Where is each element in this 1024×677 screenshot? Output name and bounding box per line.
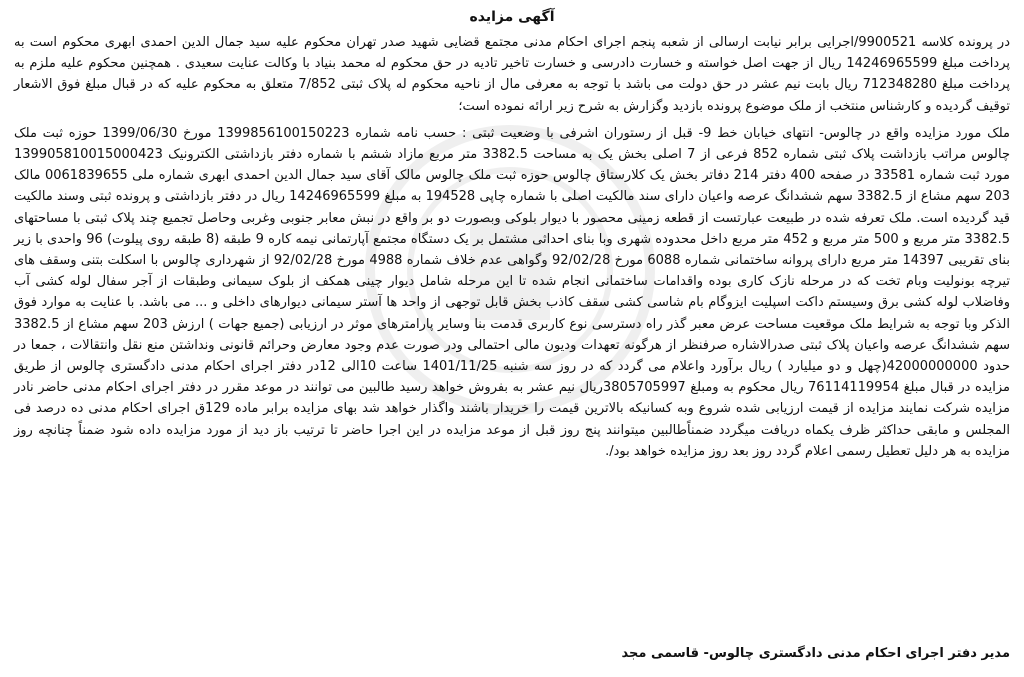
auction-notice <box>14 6 1010 672</box>
signature-line: مدیر دفتر اجرای احکام مدنی دادگستری چالوس- قاسمی مجد <box>621 646 1010 661</box>
property-description-paragraph: ملک مورد مزایده واقع در چالوس- انتهای خیابان خط 9- قبل از رستوران اشرفی با وضعیت ثبتی : حسب نامه شماره 1399856100150223 مورخ 1399/06/30 حوزه ثبت ملک چالوس مراتب بازداشت پلاک ثبتی شماره 852 فرعی از 7 اصلی بخش یک به مساحت 3382.5 متر مربع مازاد ششم با شماره دفتر بازداشتی الکترونیک 139905810015000423 مورد ثبت شماره 33581 در صفحه 400 دفتر 214 دفاتر بخش یک کلارستاق چالوس حوزه ثبت ملک چالوس مالک آقای سید جمال الدین احمدی ابهری شماره ملی 0061839655 مالک 203 سهم مشاع از 3382.5 سهم ششدانگ عرصه واعیان دارای سند مالکیت اصلی با شماره چاپی 194528 به مبلغ 14246965599 ریال در دفتر بازداشتی و پرونده ثبتی وسند مالکیت قید گردیده است. ملک تعرفه شده در طبیعت عبارتست از قطعه زمینی محصور با دیوار بلوکی وبصورت دو بر واقع در نبش معابر جنوبی وغربی وحاصل تجمیع چند پلاک ثبتی با مساحتهای 3382.5 متر مربع و 500 متر مربع و 452 متر مربع داخل محدوده شهری وبا بنای احداثی مشتمل بر یک دستگاه مجتمع آپارتمانی نیمه کاره 9 طبقه (8 طبقه روی پیلوت) 96 واحدی با زیر بنای تقریبی 14397 متر مربع دارای پروانه ساختمانی شماره 6088 مورخ 92/02/28 وگواهی عدم خلاف شماره 4988 مورخ 92/02/28 از شهرداری چالوس با اسکلت بتنی وسقف های تیرچه بونولیت وبام تخت که در مرحله نازک کاری بوده واقدامات ساختمانی انجام شده تا این مرحله شامل دیوار چینی همکف از بلوک سیمانی وطبقات از آجر سفال لوله کشی آب وفاضلاب لوله کشی برق وسیستم داکت اسپلیت ایزوگام بام شاسی کشی سقف کاذب بخش قابل توجهی از واحد ها آستر سیمانی دیوارهای داخلی و ... می باشد. با عنایت به موارد فوق الذکر وبا توجه به شرایط ملک موقعیت مساحت عرض معبر گذر راه دسترسی نوع کاربری قدمت بنا وسایر پارامترهای موثر در ارزیابی (جمیع جهات ) ارزش 203 سهم مشاع از 3382.5 سهم ششدانگ عرصه واعیان پلاک ثبتی صدرالاشاره صرفنظر از هرگونه تعهدات ودیون مالی احتمالی ودر صورت عدم وجود معارض وحرائم قانونی ونداشتن منع نقل وانتقالات ، جمعا در حدود 42000000000(چهل و دو میلیارد ) ریال برآورد واعلام می گردد که در روز سه شنبه 1401/11/25 ساعت 10الی 12در دفتر اجرای احکام مدنی دادگستری چالوس از طریق مزایده در قبال مبلغ 76114119954 ریال محکوم به ومبلغ 3805705997ریال نیم عشر به بفروش خواهد رسید طالبین می توانند در موعد مقرر در دفتر اجرای احکام مدنی حاضر نادر مزایده شرکت نمایند مزایده از قیمت ارزیابی شده شروع وبه کسانیکه بالاترین قیمت را خریدار باشند واگذار خواهد شد بهای مزایده برابر ماده 129ق اجرای احکام مدنی ده درصد فی المجلس و مابقی حداکثر ظرف یکماه دریافت میگردد ضمناًطالبین میتوانند پنج روز قبل از موعد مزایده در این اجرا حاضر تا ترتیب باز دید از مورد مزایده داده شود ضمناً چنانچه روز مزایده به هر دلیل تعطیل رسمی اعلام گردد روز بعد روز مزایده خواهد بود/. <box>14 125 1011 459</box>
case-paragraph: در پرونده کلاسه 9900521/اجرایی برابر نیابت ارسالی از شعبه پنجم اجرای احکام مدنی مجتمع قضایی شهید صدر تهران محکوم علیه سید جمال الدین احمدی ابهری محکوم است به پرداخت مبلغ 14246965599 ریال از جهت اصل خواسته و خسارت دادرسی و خسارت تاخیر تادیه در حق محکوم له محمد بنیاد با وکالت عنایت سعیدی . همچنین محکوم علیه ملزم به پرداخت مبلغ 712348280 ریال بابت نیم عشر در حق دولت می باشد با توجه به معرفی مال از ناحیه محکوم له پلاک ثبتی 7/852 متعلق به محکوم علیه که در قبال مبلغ فوق الاشعار توقیف گردیده و کارشناس منتخب از ملک موضوع پرونده بازدید وگزارش به شرح زیر ارائه نموده است؛ <box>14 35 1010 114</box>
notice-title: آگهی مزایده <box>469 9 555 25</box>
